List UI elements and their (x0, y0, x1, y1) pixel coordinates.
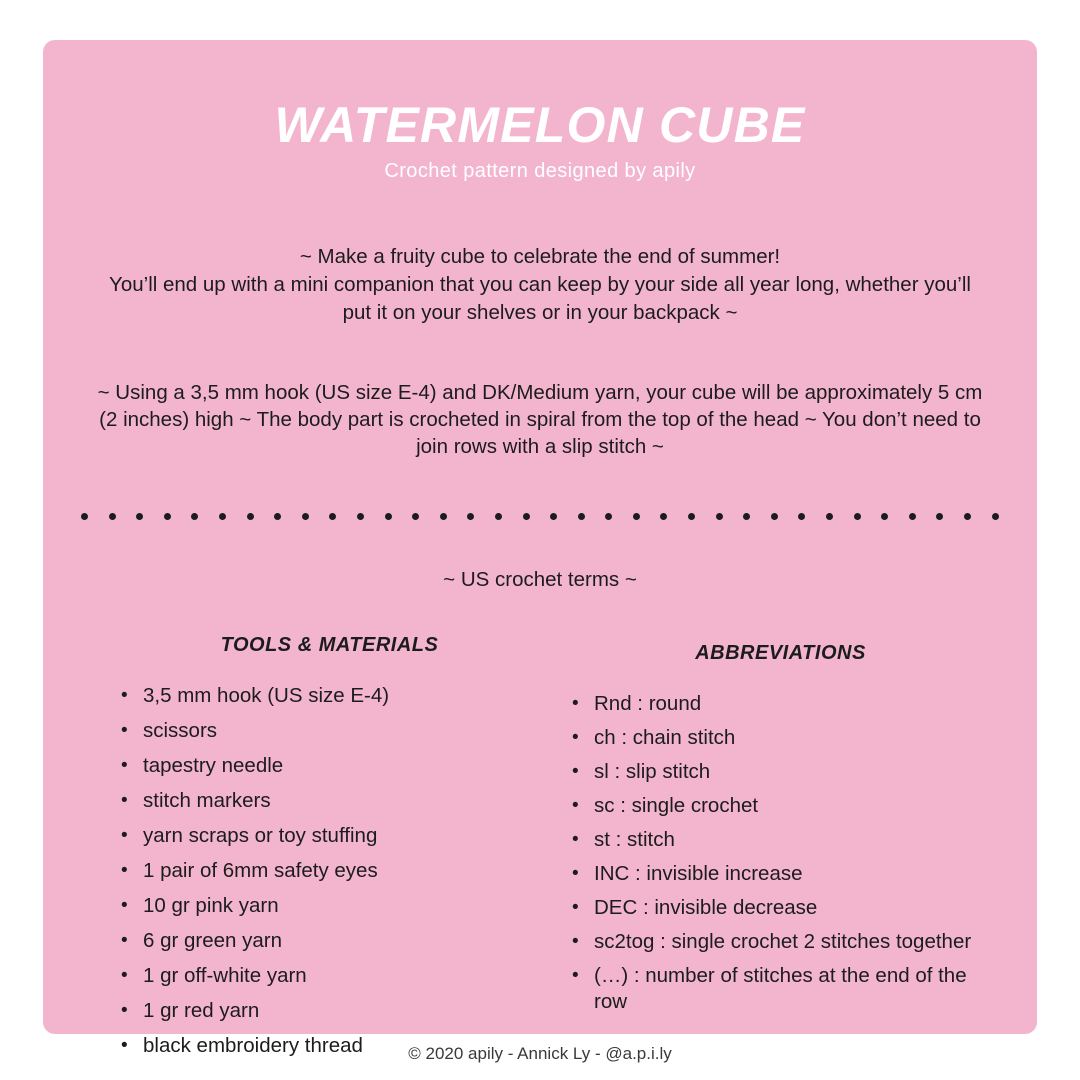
specs-line: (2 inches) high ~ The body part is crocheted in spiral from the top of the head ~ You don’t need to (99, 408, 981, 431)
divider-dot (385, 513, 392, 520)
divider-dot (164, 513, 171, 520)
list-item: • 1 gr red yarn (113, 998, 546, 1024)
divider-dot (329, 513, 336, 520)
tools-column (83, 634, 546, 1068)
list-item: • Rnd : round (564, 691, 997, 717)
specs-line: ~ Using a 3,5 mm hook (US size E-4) and DK/Medium yarn, your cube will be approximately 5 cm (97, 381, 983, 404)
us-terms-note: ~ US crochet terms ~ (443, 568, 637, 591)
abbreviations-list (564, 691, 997, 1015)
list-item: • stitch markers (113, 788, 546, 814)
divider-dot (633, 513, 640, 520)
list-item: • 1 gr off-white yarn (113, 963, 546, 989)
divider-dot (412, 513, 419, 520)
divider-dot (81, 513, 88, 520)
intro-line: You’ll end up with a mini companion that you can keep by your side all year long, whether you’ll (109, 273, 971, 296)
divider-dot (467, 513, 474, 520)
divider-dot (660, 513, 667, 520)
divider-dot (274, 513, 281, 520)
divider-dot (219, 513, 226, 520)
abbreviations-heading: ABBREVIATIONS (695, 642, 866, 664)
divider-dot (578, 513, 585, 520)
divider-dot (550, 513, 557, 520)
divider-dot (495, 513, 502, 520)
intro-paragraph (65, 243, 1015, 327)
divider-dot (688, 513, 695, 520)
list-item: • st : stitch (564, 827, 997, 853)
divider-dot (136, 513, 143, 520)
divider-dot (881, 513, 888, 520)
divider-dot (909, 513, 916, 520)
specs-line: join rows with a slip stitch ~ (416, 435, 664, 458)
list-item: • black embroidery thread (113, 1033, 546, 1059)
divider-dot (992, 513, 999, 520)
divider-dot (771, 513, 778, 520)
tools-heading: TOOLS & MATERIALS (220, 634, 439, 656)
list-item: • ch : chain stitch (564, 725, 997, 751)
divider-dot (743, 513, 750, 520)
divider-dot (440, 513, 447, 520)
divider-dot (854, 513, 861, 520)
list-item: • sc2tog : single crochet 2 stitches together (564, 929, 997, 955)
divider-dot (605, 513, 612, 520)
divider-dot (716, 513, 723, 520)
abbreviations-column (546, 634, 997, 1068)
divider-dot (191, 513, 198, 520)
copyright-footer: © 2020 apily - Annick Ly - @a.p.i.ly (408, 1044, 672, 1063)
divider-dot (247, 513, 254, 520)
intro-line: put it on your shelves or in your backpack ~ (342, 301, 738, 324)
list-item: • tapestry needle (113, 753, 546, 779)
intro-line: ~ Make a fruity cube to celebrate the end of summer! (299, 245, 781, 268)
list-item: • 6 gr green yarn (113, 928, 546, 954)
divider-dot (964, 513, 971, 520)
list-item: • 10 gr pink yarn (113, 893, 546, 919)
list-item: • sc : single crochet (564, 793, 997, 819)
list-item: • scissors (113, 718, 546, 744)
lists-columns (43, 634, 1037, 1068)
list-item: • sl : slip stitch (564, 759, 997, 785)
page-subtitle: Crochet pattern designed by apily (384, 160, 696, 182)
list-item: • INC : invisible increase (564, 861, 997, 887)
list-item: • 3,5 mm hook (US size E-4) (113, 683, 546, 709)
divider-dot (302, 513, 309, 520)
divider-dot (523, 513, 530, 520)
divider-dot (936, 513, 943, 520)
divider-dot (357, 513, 364, 520)
divider-dot (798, 513, 805, 520)
list-item: • 1 pair of 6mm safety eyes (113, 858, 546, 884)
list-item: • yarn scraps or toy stuffing (113, 823, 546, 849)
tools-list (113, 683, 546, 1059)
list-item: • (…) : number of stitches at the end of the row (564, 963, 997, 1015)
dotted-divider (81, 512, 999, 520)
divider-dot (826, 513, 833, 520)
page-title: WATERMELON CUBE (274, 97, 806, 153)
divider-dot (109, 513, 116, 520)
list-item: • DEC : invisible decrease (564, 895, 997, 921)
specs-paragraph (56, 379, 1024, 460)
